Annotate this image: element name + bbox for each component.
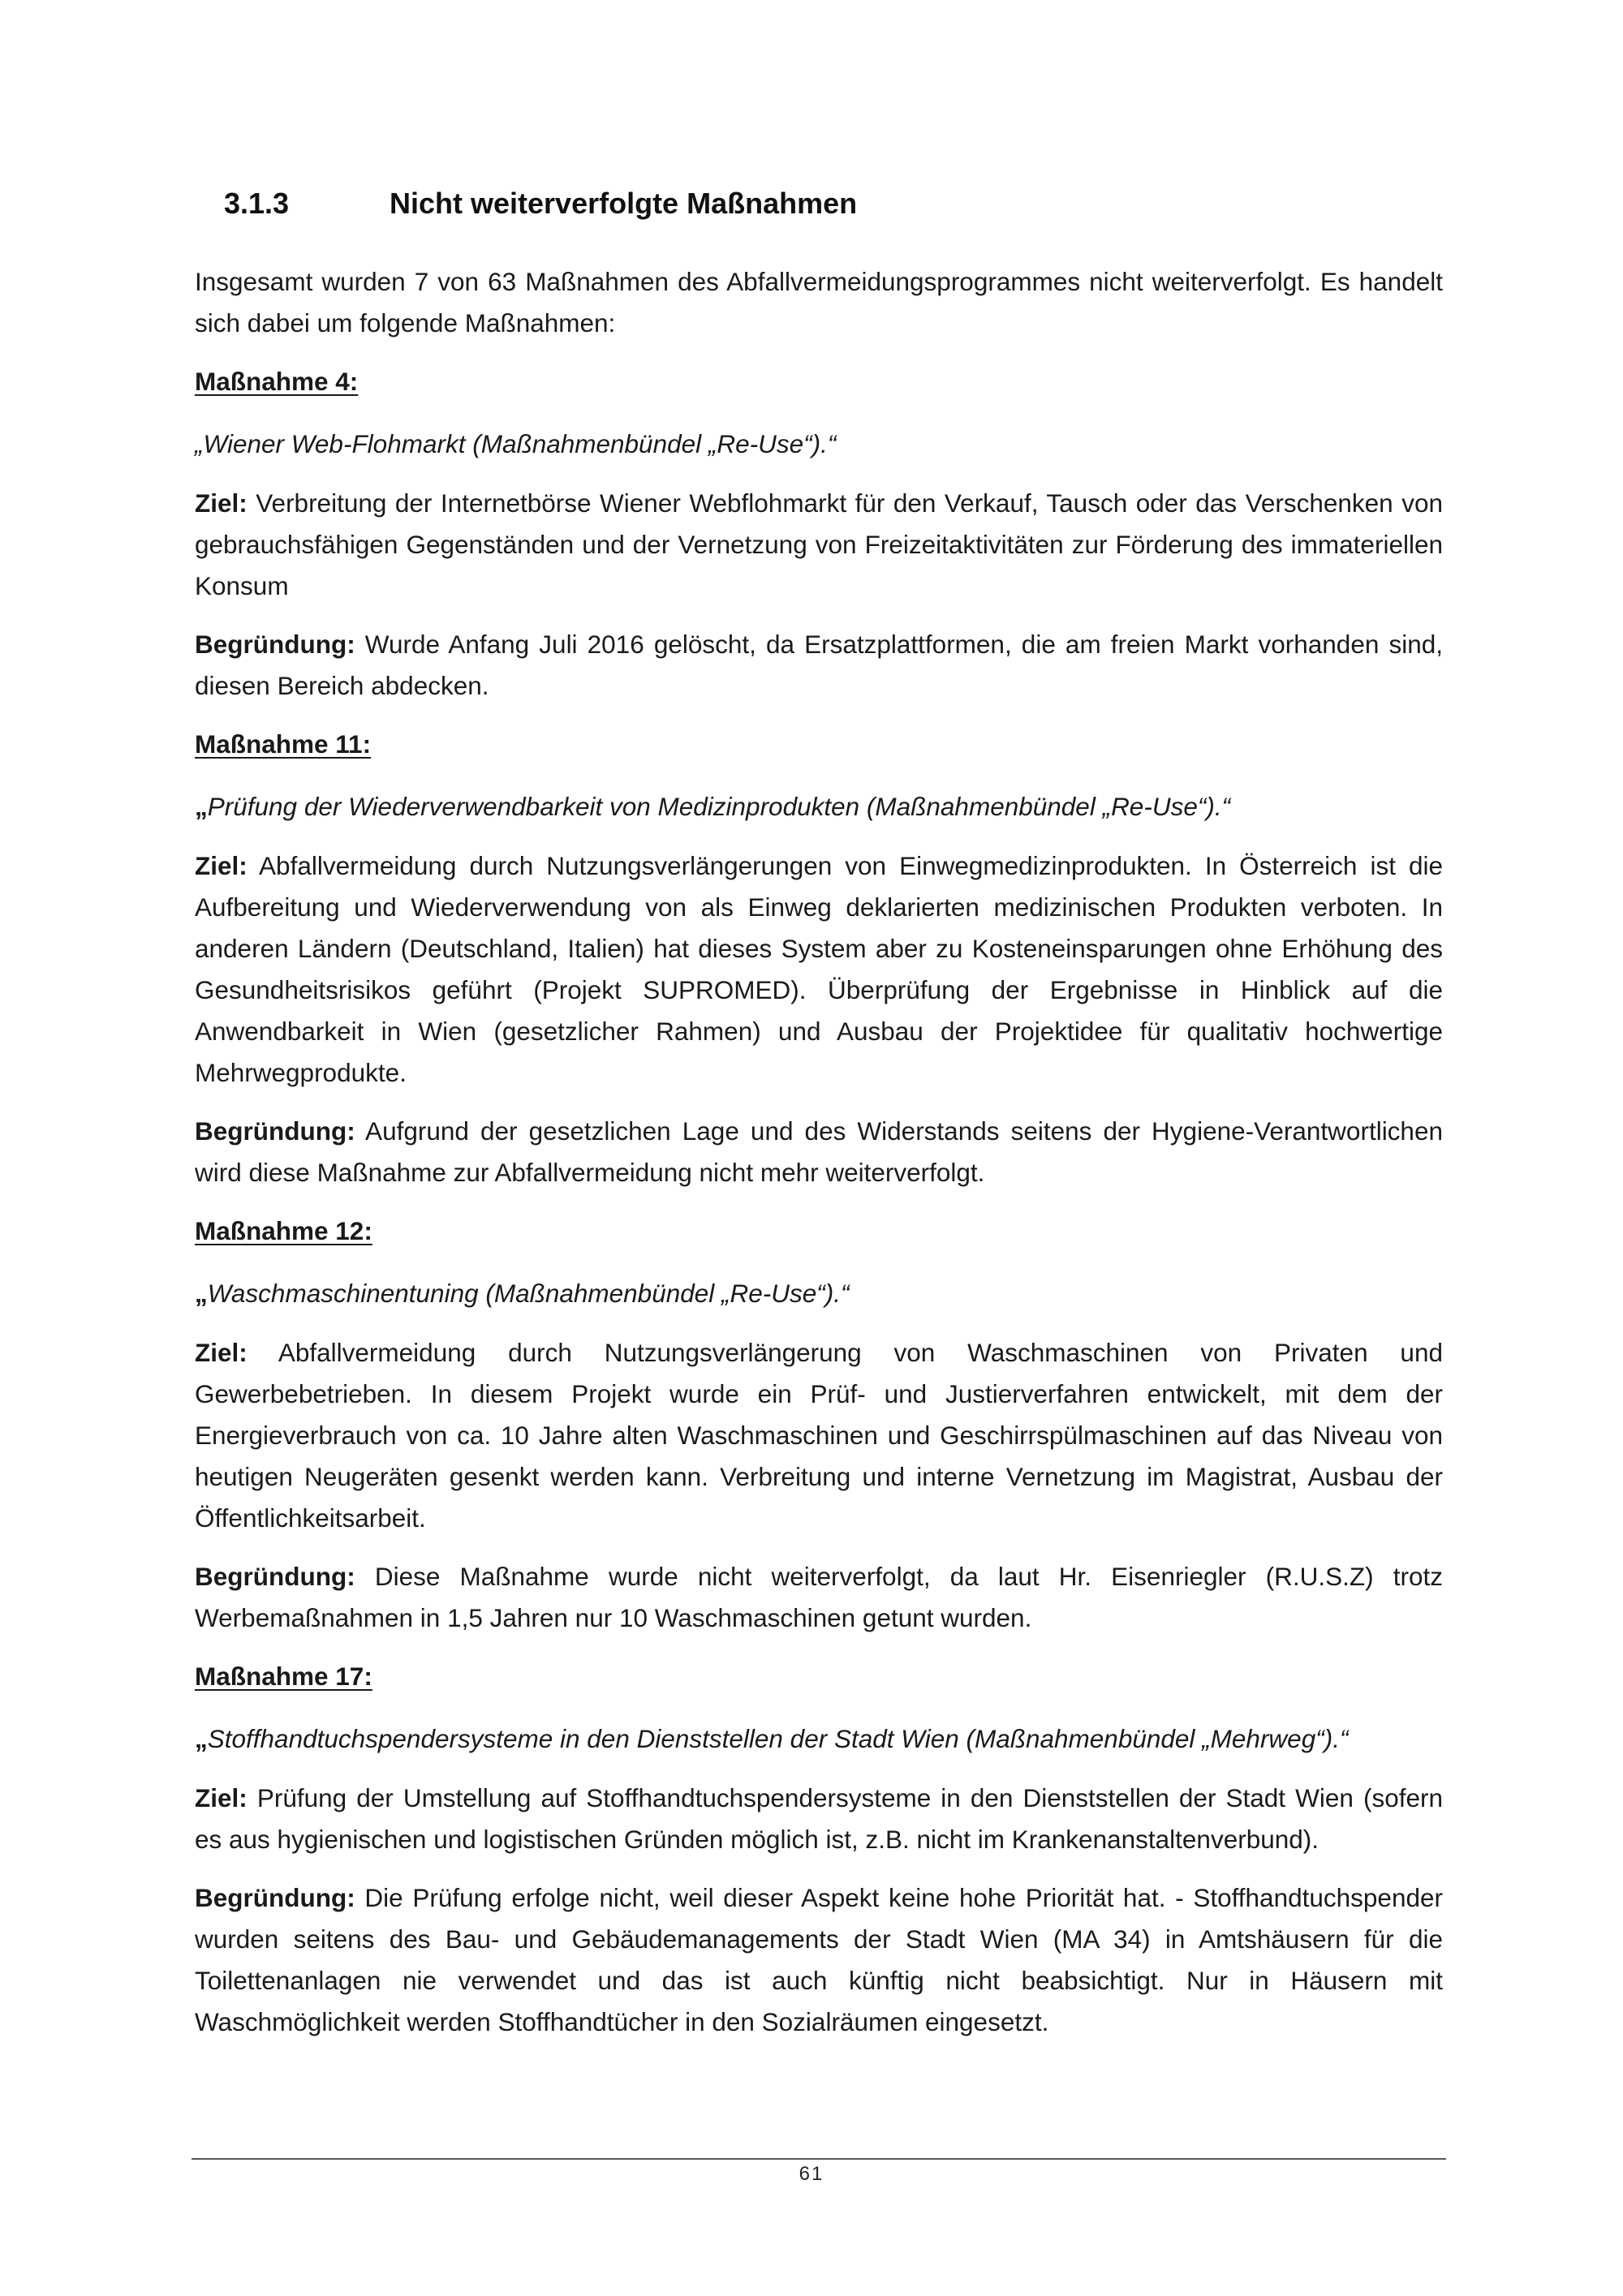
measure-4-goal — [195, 483, 1443, 607]
measure-17-quote-text: Stoffhandtuchspendersysteme in den Dienststellen der Stadt Wien (Maßnahmenbündel „Mehrweg“).“ — [207, 1724, 1349, 1753]
measure-12-goal — [195, 1332, 1443, 1539]
reason-label: Begründung: — [195, 1883, 355, 1912]
measure-17-reason — [195, 1877, 1443, 2043]
measure-4-title: Maßnahme 4: — [195, 367, 359, 396]
measure-11-goal — [195, 845, 1443, 1094]
measure-11-title: Maßnahme 11: — [195, 729, 372, 759]
goal-label: Ziel: — [195, 851, 248, 880]
section-heading — [195, 187, 1443, 221]
measure-17-goal — [195, 1778, 1443, 1860]
measure-4-quote — [195, 424, 1443, 465]
measure-17-goal-text: Prüfung der Umstellung auf Stoffhandtuchspendersysteme in den Dienststellen der Stadt Wien (sofern es aus hygienischen und logistischen Gründen möglich ist, z.B. nicht im Krankenanstaltenverbund). — [195, 1783, 1443, 1854]
measure-11-quote — [195, 786, 1443, 828]
measure-17-quote-open: „ — [195, 1724, 208, 1753]
intro-paragraph: Insgesamt wurden 7 von 63 Maßnahmen des Abfallvermeidungsprogrammes nicht weiterverfolgt. Es handelt sich dabei um folgende Maßnahmen: — [195, 267, 1443, 338]
measure-11-goal-text: Abfallvermeidung durch Nutzungsverlängerungen von Einwegmedizinprodukten. In Österreich ist die Aufbereitung und Wiederverwendung von als Einweg deklarierten medizinischen Produkten verboten. In anderen Ländern (Deutschland, Italien) hat dieses System aber zu Kosteneinsparungen ohne Erhöhung des Gesundheitsrisikos geführt (Projekt SUPROMED). Überprüfung der Ergebnisse in Hinblick auf die Anwendbarkeit in Wien (gesetzlicher Rahmen) und Ausbau der Projektidee für qualitativ hochwertige Mehrwegprodukte. — [195, 851, 1443, 1087]
measure-4-reason — [195, 624, 1443, 707]
section-title: Nicht weiterverfolgte Maßnahmen — [390, 187, 858, 220]
measure-11-quote-open: „ — [195, 792, 208, 821]
reason-label: Begründung: — [195, 1562, 355, 1591]
measure-11-quote-text: Prüfung der Wiederverwendbarkeit von Medizinprodukten (Maßnahmenbündel „Re-Use“).“ — [207, 792, 1231, 821]
measure-4-quote-text: Wiener Web-Flohmarkt (Maßnahmenbündel „Re-Use“).“ — [203, 429, 837, 458]
measure-12-quote — [195, 1273, 1443, 1314]
measure-12-quote-open: „ — [195, 1279, 208, 1308]
measure-4-reason-text: Wurde Anfang Juli 2016 gelöscht, da Ersatzplattformen, die am freien Markt vorhanden sind, diesen Bereich abdecken. — [195, 630, 1443, 700]
reason-label: Begründung: — [195, 630, 355, 659]
measure-11-reason-text: Aufgrund der gesetzlichen Lage und des Widerstands seitens der Hygiene-Verantwortlichen wird diese Maßnahme zur Abfallvermeidung nicht mehr weiterverfolgt. — [195, 1116, 1443, 1187]
goal-label: Ziel: — [195, 488, 248, 518]
reason-label: Begründung: — [195, 1116, 355, 1146]
measure-4-quote-open: „ — [195, 429, 204, 458]
measure-12-goal-text: Abfallvermeidung durch Nutzungsverlängerung von Waschmaschinen von Privaten und Gewerbebetrieben. In diesem Projekt wurde ein Prüf- und Justierverfahren entwickelt, mit dem der Energieverbrauch von ca. 10 Jahre alten Waschmaschinen und Geschirrspülmaschinen auf das Niveau von heutigen Neugeräten gesenkt werden kann. Verbreitung und interne Vernetzung im Magistrat, Ausbau der Öffentlichkeitsarbeit. — [195, 1338, 1443, 1533]
measure-12-reason-text: Diese Maßnahme wurde nicht weiterverfolgt, da laut Hr. Eisenriegler (R.U.S.Z) trotz Werbemaßnahmen in 1,5 Jahren nur 10 Waschmaschinen getunt wurden. — [195, 1562, 1443, 1632]
section-number: 3.1.3 — [224, 187, 290, 220]
page-number: 61 — [799, 2163, 824, 2185]
goal-label: Ziel: — [195, 1783, 248, 1812]
measure-11-reason — [195, 1111, 1443, 1193]
footer-divider — [192, 2158, 1446, 2160]
goal-label: Ziel: — [195, 1338, 248, 1367]
measure-17-reason-text: Die Prüfung erfolge nicht, weil dieser Aspekt keine hohe Priorität hat. - Stoffhandtuchspender wurden seitens des Bau- und Gebäudemanagements der Stadt Wien (MA 34) in Amtshäusern für die Toilettenanlagen nie verwendet und das ist auch künftig nicht beabsichtigt. Nur in Häusern mit Waschmöglichkeit werden Stoffhandtücher in den Sozialräumen eingesetzt. — [195, 1883, 1443, 2036]
page-content — [195, 187, 1443, 2060]
measure-12-quote-text: Waschmaschinentuning (Maßnahmenbündel „Re-Use“).“ — [207, 1279, 850, 1308]
measure-17-quote — [195, 1718, 1443, 1760]
measure-17-title: Maßnahme 17: — [195, 1662, 372, 1691]
measure-12-title: Maßnahme 12: — [195, 1216, 372, 1245]
measure-4-goal-text: Verbreitung der Internetbörse Wiener Webflohmarkt für den Verkauf, Tausch oder das Verschenken von gebrauchsfähigen Gegenständen und der Vernetzung von Freizeitaktivitäten zur Förderung des immateriellen Konsum — [195, 488, 1443, 600]
measure-12-reason — [195, 1556, 1443, 1639]
